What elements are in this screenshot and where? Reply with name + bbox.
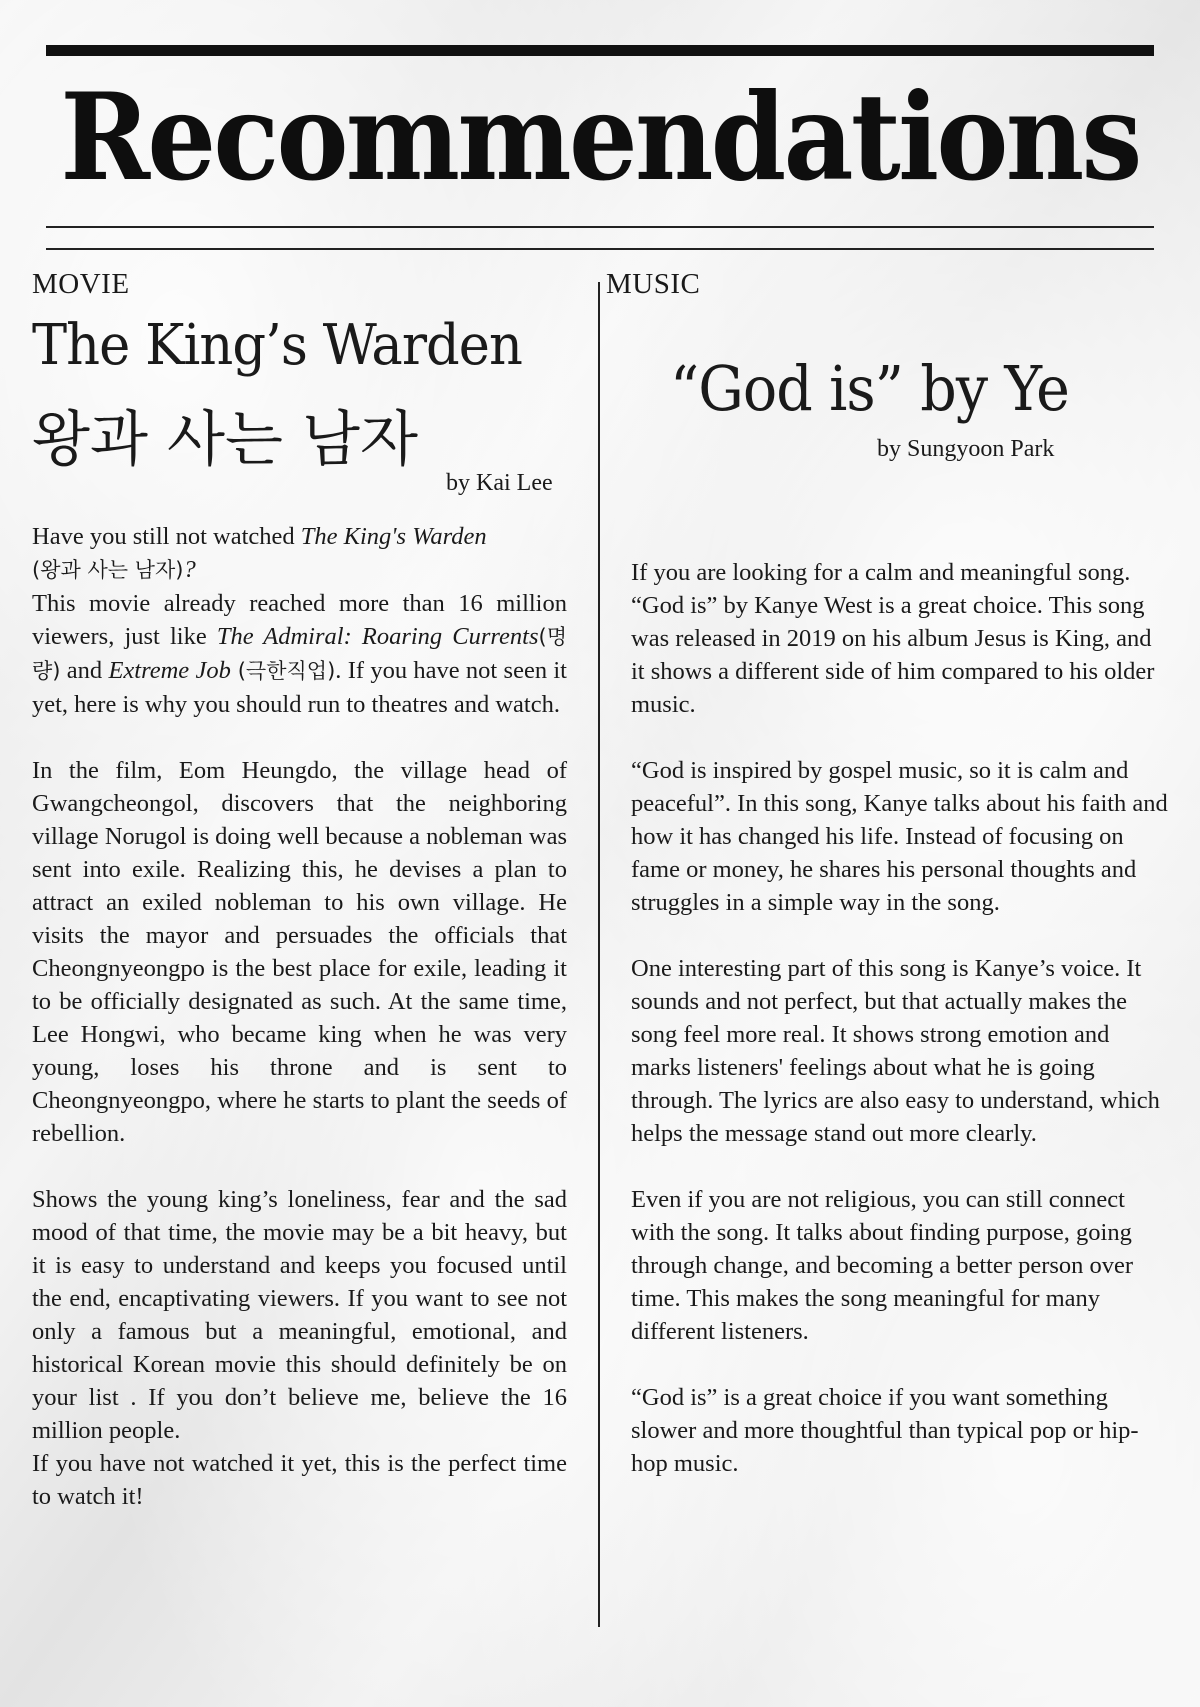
masthead-top-rule bbox=[46, 45, 1154, 56]
movie-review-paragraph: If you have not watched it yet, this is the perfect time to watch it! bbox=[32, 1450, 567, 1510]
music-review-paragraph: “God is inspired by gospel music, so it is calm and peaceful”. In this song, Kanye talks about his faith and how it has changed his life. Instead of focusing on fame or money, he shares his personal thoughts and struggles in a simple way in the song. bbox=[631, 757, 1168, 916]
music-review-paragraph: One interesting part of this song is Kanye’s voice. It sounds and not perfect, but that actually makes the song feel more real. It shows strong emotion and marks listeners' feelings about what he is going through. The lyrics are also easy to understand, which helps the message stand out more clearly. bbox=[631, 955, 1160, 1147]
movie-review-paragraph: In the film, Eom Heungdo, the village head of Gwangcheongol, discovers that the neighboring village Norugol is doing well because a nobleman was sent into exile. Realizing this, he devises a plan to attract an exiled nobleman to his own village. He visits the mayor and persuades the officials that Cheongnyeongpo is the best place for exile, leading it to be officially designated as such. At the same time, Lee Hongwi, who became king when he was very young, loses his throne and is sent to Cheongnyeongpo, where he starts to plant the seeds of rebellion. bbox=[32, 757, 567, 1147]
music-title: “God is” by Ye bbox=[670, 352, 1069, 425]
movie-byline: by Kai Lee bbox=[446, 470, 553, 496]
movie-review-paragraph: Shows the young king’s loneliness, fear and the sad mood of that time, the movie may be a bit heavy, but it is easy to understand and keeps you focused until the end, encaptivating viewers. If you want to see not only a famous but a meaningful, emotional, and historical Korean movie this should definitely be on your list . If you don’t believe me, believe the 16 million people. bbox=[32, 1186, 567, 1444]
masthead-rule-lower bbox=[46, 248, 1154, 250]
music-review-paragraph: If you are looking for a calm and meaningful song. “God is” by Kanye West is a great choice. This song was released in 2019 on his album Jesus is King, and it shows a different side of him compared to his older music. bbox=[631, 559, 1155, 718]
movie-review-intro: Have you still not watched The King's Warden (왕과 사는 남자)? bbox=[32, 523, 487, 583]
music-review-body bbox=[631, 556, 1171, 1480]
music-byline: by Sungyoon Park bbox=[877, 436, 1055, 462]
music-review-paragraph: Even if you are not religious, you can still connect with the song. It talks about finding purpose, going through change, and becoming a better person over time. This makes the song meaningful for many different listeners. bbox=[631, 1186, 1134, 1345]
music-review-paragraph: “God is” is a great choice if you want something slower and more thoughtful than typical pop or hip-hop music. bbox=[631, 1384, 1139, 1477]
movie-korean-title: 왕과 사는 남자 bbox=[32, 405, 418, 475]
movie-review-paragraph: This movie already reached more than 16 million viewers, just like The Admiral: Roaring Currents(명량) and Extreme Job (극한직업). If you have not seen it yet, here is why you should run to theatres and watch. bbox=[32, 590, 568, 718]
column-divider bbox=[598, 282, 600, 1627]
masthead-rule-upper bbox=[46, 226, 1154, 228]
movie-review-body bbox=[32, 520, 567, 1513]
movie-title: The King’s Warden bbox=[32, 313, 522, 378]
movie-section-label: MOVIE bbox=[32, 268, 130, 300]
page-title: Recommendations bbox=[60, 67, 1140, 208]
music-section-label: MUSIC bbox=[606, 268, 701, 300]
